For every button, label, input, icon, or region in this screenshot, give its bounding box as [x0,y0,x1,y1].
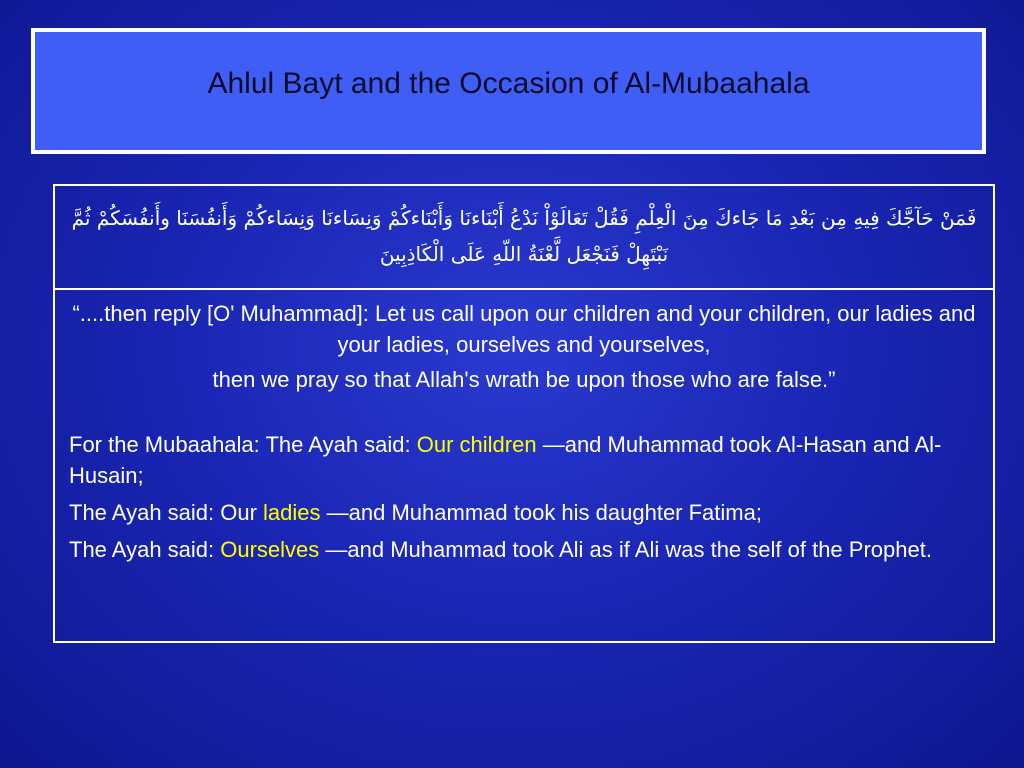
point-highlight: Ourselves [220,537,320,562]
arabic-verse: فَمَنْ حَآجَّكَ فِيهِ مِن بَعْدِ مَا جَاءكَ مِنَ الْعِلْمِ فَقُلْ تَعَالَوْاْ نَدْعُ أَبْنَاءنَا وَأَبْنَاءكُمْ وَنِسَاءنَا وَنِسَاءكُمْ وَأَنفُسَنَا وأَنفُسَكُمْ ثُمَّ نَبْتَهِلْ فَنَجْعَل لَّعْنَةُ اللّهِ عَلَى الْكَاذِبِينَ [55,186,993,290]
quote-line-2: then we pray so that Allah's wrath be upon those who are false.” [212,367,836,392]
point-suffix: —and Muhammad took Ali as if Ali was the self of the Prophet. [319,537,932,562]
point-prefix: The Ayah said: [69,537,221,562]
point-ladies [69,497,979,528]
content-table [53,184,995,643]
slide-title: Ahlul Bayt and the Occasion of Al-Mubaahala [207,67,810,100]
quote-line-1: “....then reply [O' Muhammad]: Let us call upon our children and your children, our ladies and your ladies, ourselves and yourselves, [72,301,976,357]
point-children [69,429,979,491]
english-cell [55,290,993,565]
point-highlight: Our children [416,432,537,457]
point-highlight: ladies [263,500,321,525]
title-box [31,28,986,154]
point-suffix: —and Muhammad took his daughter Fatima; [320,500,762,525]
point-prefix: The Ayah said: Our [69,500,264,525]
point-ourselves [69,534,979,565]
spacer [69,395,979,423]
point-prefix: For the Mubaahala: The Ayah said: [69,432,417,457]
point-suffix: —and Muhammad took Al-Hasan and Al-Husain; [69,432,942,488]
